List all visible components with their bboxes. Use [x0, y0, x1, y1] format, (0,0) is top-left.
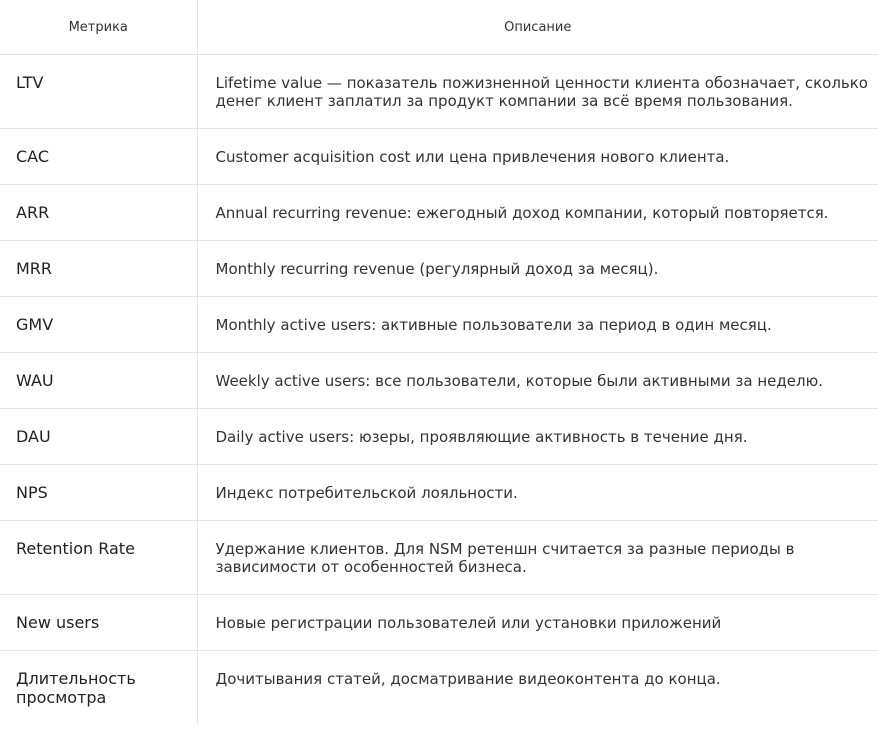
description-cell: Дочитывания статей, досматривание видеоконтента до конца.: [215, 670, 721, 688]
header-description: Описание: [197, 0, 878, 55]
metric-cell: Retention Rate: [0, 521, 197, 595]
table-row: [0, 55, 878, 129]
table-row: [0, 465, 878, 521]
description-cell: Customer acquisition cost или цена привлечения нового клиента.: [197, 129, 878, 185]
metric-cell: WAU: [0, 353, 197, 409]
metric-cell: NPS: [0, 465, 197, 521]
description-cell: Monthly active users: активные пользователи за период в один месяц.: [197, 297, 878, 353]
description-cell: Индекс потребительской лояльности.: [197, 465, 878, 521]
metric-cell: LTV: [0, 55, 197, 129]
table-row: [0, 521, 878, 595]
table-row: [0, 353, 878, 409]
metric-cell: MRR: [0, 241, 197, 297]
table-row: [0, 129, 878, 185]
table-row: [0, 595, 878, 651]
header-metric: Метрика: [0, 0, 197, 55]
metric-cell: Длительность просмотра: [0, 651, 197, 726]
description-cell: Annual recurring revenue: ежегодный доход компании, который повторяется.: [197, 185, 878, 241]
table-row: [0, 185, 878, 241]
metric-cell: ARR: [0, 185, 197, 241]
metric-cell: DAU: [0, 409, 197, 465]
description-cell: Monthly recurring revenue (регулярный доход за месяц).: [197, 241, 878, 297]
metric-cell: CAC: [0, 129, 197, 185]
metric-cell: GMV: [0, 297, 197, 353]
table-row: [0, 297, 878, 353]
table-row: [0, 651, 878, 726]
description-cell: Новые регистрации пользователей или установки приложений: [197, 595, 878, 651]
description-cell: Lifetime value — показатель пожизненной ценности клиента обозначает, сколько денег клиент заплатил за продукт компании за всё время пользования.: [197, 55, 878, 129]
description-cell: Удержание клиентов. Для NSM ретеншн считается за разные периоды в зависимости от особенностей бизнеса.: [197, 521, 878, 595]
description-cell: Daily active users: юзеры, проявляющие активность в течение дня.: [197, 409, 878, 465]
table-row: [0, 241, 878, 297]
table-row: [0, 409, 878, 465]
metric-cell: New users: [0, 595, 197, 651]
description-cell: Weekly active users: все пользователи, которые были активными за неделю.: [197, 353, 878, 409]
table-header-row: [0, 0, 878, 55]
